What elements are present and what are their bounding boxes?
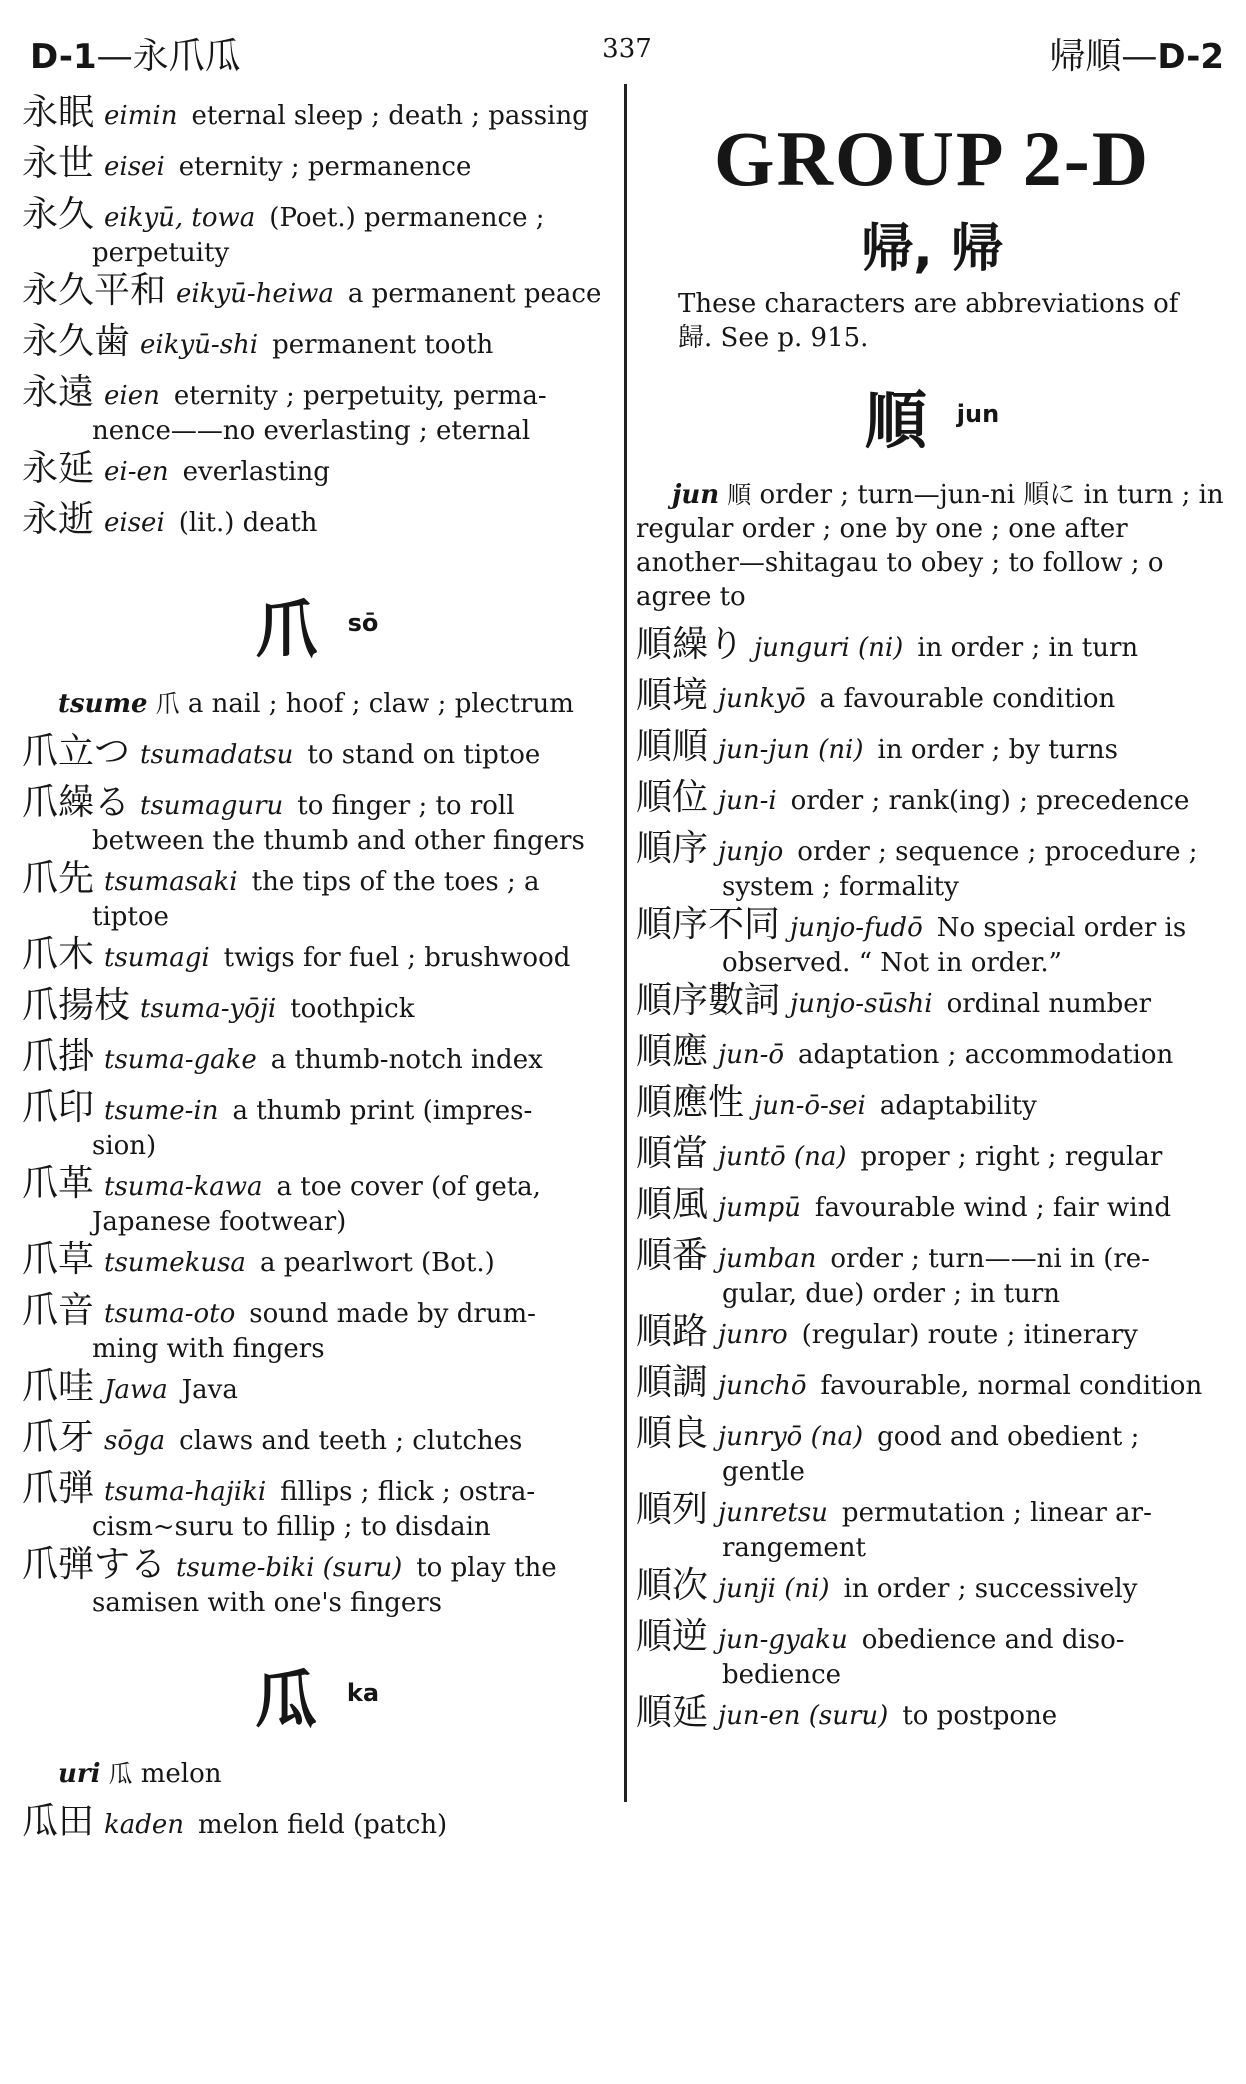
dictionary-entry: [636, 1616, 1228, 1692]
dictionary-entry: [636, 1082, 1228, 1133]
entry-romaji: jun-ō: [718, 1040, 785, 1070]
entry-romaji: jumban: [718, 1244, 817, 1274]
entry-kanji: 順逆: [636, 1616, 709, 1657]
entry-continuation: cism~suru to fillip ; to disdain: [92, 1512, 491, 1542]
entry-line: [636, 1692, 1228, 1734]
entry-gloss: twigs for fuel ; brushwood: [223, 943, 571, 973]
section-reading: ka: [346, 1679, 380, 1707]
dictionary-entry: [22, 1036, 612, 1087]
entry-gloss: (regular) route ; itinerary: [801, 1320, 1138, 1350]
section-reading: jun: [956, 400, 1000, 428]
entry-romaji: tsuma-gake: [104, 1045, 257, 1075]
dictionary-entry: [22, 985, 612, 1036]
entry-romaji: eien: [104, 381, 160, 411]
entry-list-ei: [22, 92, 612, 550]
dictionary-entry: [22, 372, 612, 448]
entry-line: [22, 372, 612, 414]
entry-gloss: in order ; successively: [843, 1574, 1138, 1604]
dictionary-entry: [22, 321, 612, 372]
entry-gloss: the tips of the toes ; a: [251, 867, 540, 897]
entry-kanji: 順順: [636, 726, 709, 767]
entry-line: [636, 1031, 1228, 1073]
entry-gloss: toothpick: [290, 994, 415, 1024]
dictionary-entry: [636, 980, 1228, 1031]
entry-romaji: tsumagi: [104, 943, 210, 973]
entry-romaji: ei-en: [104, 457, 169, 487]
entry-gloss: a toe cover (of geta,: [276, 1172, 541, 1202]
entry-gloss: a thumb-notch index: [270, 1045, 543, 1075]
group-characters: 帰, 帰: [861, 219, 1003, 279]
dictionary-entry: [636, 624, 1228, 675]
section-char: 爪: [255, 593, 318, 666]
entry-romaji: kaden: [104, 1810, 185, 1840]
entry-continuation: Japanese footwear): [92, 1207, 347, 1237]
entry-romaji: tsuma-yōji: [140, 994, 277, 1024]
entry-gloss: favourable wind ; fair wind: [814, 1193, 1171, 1223]
entry-kanji: 順次: [636, 1565, 709, 1606]
entry-gloss: Java: [181, 1375, 238, 1405]
entry-gloss: eternal sleep ; death ; passing: [191, 101, 589, 131]
entry-kanji: 爪揚枝: [22, 985, 131, 1026]
entry-romaji: eisei: [104, 508, 165, 538]
entry-line: [22, 985, 612, 1027]
dictionary-entry: [636, 1692, 1228, 1743]
entry-romaji: eikyū-heiwa: [176, 279, 334, 309]
dictionary-entry: [22, 1239, 612, 1290]
entry-romaji: junji (ni): [718, 1574, 830, 1604]
entry-gloss: order ; sequence ; procedure ;: [797, 837, 1198, 867]
entry-kanji: 爪先: [22, 858, 95, 899]
entry-line: [22, 1801, 612, 1843]
header-left-code: D-1: [30, 37, 97, 77]
dictionary-entry: [22, 1290, 612, 1366]
entry-line: [22, 1087, 612, 1129]
entry-list-tsume: [22, 731, 612, 1620]
entry-romaji: eikyū-shi: [140, 330, 259, 360]
dictionary-entry: [636, 1235, 1228, 1311]
entry-gloss: a thumb print (impres-: [232, 1096, 533, 1126]
header-left-chars: —永爪瓜: [96, 36, 241, 77]
entry-list-uri: [22, 1801, 612, 1852]
section-reading: sō: [347, 609, 379, 637]
group-note: These characters are abbreviations of 歸. See p. 915.: [678, 289, 1179, 353]
entry-romaji: jun-en (suru): [718, 1701, 889, 1731]
entry-gloss: order ; rank(ing) ; precedence: [790, 786, 1190, 816]
entry-romaji: jun-ō-sei: [754, 1091, 866, 1121]
entry-line: [636, 726, 1228, 768]
entry-kanji: 爪哇: [22, 1366, 95, 1407]
entry-gloss: No special order is: [936, 913, 1187, 943]
section-char: 順: [864, 384, 927, 457]
entry-continuation: between the thumb and other fingers: [92, 826, 585, 856]
entry-romaji: junro: [718, 1320, 788, 1350]
entry-line: [22, 270, 612, 312]
dictionary-entry: [636, 1413, 1228, 1489]
section-heading-jun: [636, 371, 1228, 460]
entry-romaji: junjo: [718, 837, 784, 867]
entry-gloss: melon field (patch): [198, 1810, 448, 1840]
entry-kanji: 順列: [636, 1489, 709, 1530]
entry-gloss: a permanent peace: [347, 279, 602, 309]
header-right: [1049, 28, 1224, 79]
group-title: GROUP 2-D: [713, 115, 1151, 202]
entry-kanji: 順序數詞: [636, 980, 781, 1021]
header-right-code: D-2: [1157, 37, 1224, 77]
definition-text: a nail ; hoof ; claw ; plectrum: [187, 689, 574, 719]
entry-kanji: 永遠: [22, 372, 95, 413]
entry-continuation: tiptoe: [92, 902, 169, 932]
section-heading-so: [22, 580, 612, 669]
entry-romaji: jun-i: [718, 786, 777, 816]
dictionary-entry: [636, 1362, 1228, 1413]
definition-inline-kanji: 爪: [155, 690, 180, 718]
entry-kanji: 順良: [636, 1413, 709, 1454]
entry-gloss: to finger ; to roll: [297, 791, 515, 821]
section-heading-ka: [22, 1650, 612, 1739]
entry-line: [636, 1616, 1228, 1658]
entry-romaji: eisei: [104, 152, 165, 182]
entry-gloss: everlasting: [182, 457, 330, 487]
entry-kanji: 永久平和: [22, 270, 167, 311]
dictionary-entry: [22, 934, 612, 985]
entry-kanji: 爪革: [22, 1163, 95, 1204]
entry-kanji: 永久歯: [22, 321, 131, 362]
definition-inline-kanji: 順: [727, 481, 752, 509]
entry-gloss: order ; turn——ni in (re-: [830, 1244, 1150, 1274]
entry-continuation: rangement: [722, 1533, 866, 1563]
entry-kanji: 爪印: [22, 1087, 95, 1128]
entry-gloss: (Poet.) permanence ;: [269, 203, 545, 233]
entry-gloss: fillips ; flick ; ostra-: [280, 1477, 536, 1507]
entry-gloss: ordinal number: [946, 989, 1152, 1019]
entry-kanji: 永久: [22, 194, 95, 235]
entry-gloss: adaptation ; accommodation: [798, 1040, 1174, 1070]
entry-kanji: 瓜田: [22, 1801, 95, 1842]
definition-headword: uri: [58, 1759, 101, 1789]
dictionary-entry: [636, 675, 1228, 726]
entry-gloss: a favourable condition: [819, 684, 1116, 714]
entry-line: [636, 1362, 1228, 1404]
entry-line: [636, 1082, 1228, 1124]
entry-gloss: claws and teeth ; clutches: [179, 1426, 523, 1456]
entry-continuation: observed. “ Not in order.”: [722, 948, 1062, 978]
entry-line: [22, 448, 612, 490]
entry-gloss: obedience and diso-: [861, 1625, 1125, 1655]
entry-continuation: gentle: [722, 1457, 805, 1487]
dictionary-entry: [22, 499, 612, 550]
entry-kanji: 永延: [22, 448, 95, 489]
entry-line: [22, 1239, 612, 1281]
entry-line: [22, 1036, 612, 1078]
entry-kanji: 順繰り: [636, 624, 745, 665]
dictionary-entry: [636, 904, 1228, 980]
entry-romaji: junchō: [718, 1371, 807, 1401]
entry-kanji: 爪牙: [22, 1417, 95, 1458]
entry-kanji: 順番: [636, 1235, 709, 1276]
entry-line: [22, 194, 612, 236]
entry-kanji: 爪音: [22, 1290, 95, 1331]
definition-uri: [22, 1757, 612, 1791]
dictionary-entry: [636, 1311, 1228, 1362]
entry-romaji: junjo-fudō: [790, 913, 923, 943]
entry-gloss: in order ; by turns: [877, 735, 1118, 765]
entry-romaji: tsumasaki: [104, 867, 238, 897]
entry-kanji: 順路: [636, 1311, 709, 1352]
entry-gloss: sound made by drum-: [249, 1299, 536, 1329]
entry-line: [22, 1544, 612, 1586]
entry-line: [22, 92, 612, 134]
dictionary-entry: [22, 1417, 612, 1468]
dictionary-entry: [636, 1133, 1228, 1184]
definition-text: melon: [140, 1759, 222, 1789]
entry-kanji: 順境: [636, 675, 709, 716]
entry-line: [636, 828, 1228, 870]
entry-kanji: 順序不同: [636, 904, 781, 945]
entry-kanji: 爪掛: [22, 1036, 95, 1077]
dictionary-entry: [22, 1087, 612, 1163]
dictionary-entry: [636, 777, 1228, 828]
entry-kanji: 順延: [636, 1692, 709, 1733]
header-right-chars: 帰順—: [1049, 36, 1158, 77]
entry-gloss: to stand on tiptoe: [307, 740, 541, 770]
entry-kanji: 爪弾: [22, 1468, 95, 1509]
entry-continuation: ming with fingers: [92, 1334, 325, 1364]
entry-gloss: to play the: [416, 1553, 557, 1583]
definition-inline-kanji: 瓜: [108, 1760, 133, 1788]
entry-line: [636, 904, 1228, 946]
entry-line: [636, 777, 1228, 819]
entry-romaji: jumpū: [718, 1193, 801, 1223]
entry-romaji: eikyū, towa: [104, 203, 256, 233]
entry-romaji: Jawa: [104, 1375, 168, 1405]
column-divider: [624, 84, 627, 1802]
entry-line: [22, 1366, 612, 1408]
dictionary-entry: [636, 828, 1228, 904]
entry-kanji: 爪草: [22, 1239, 95, 1280]
entry-kanji: 順當: [636, 1133, 709, 1174]
entry-romaji: eimin: [104, 101, 178, 131]
entry-kanji: 順調: [636, 1362, 709, 1403]
entry-romaji: tsuma-hajiki: [104, 1477, 267, 1507]
entry-romaji: junryō (na): [718, 1422, 864, 1452]
entry-gloss: permutation ; linear ar-: [841, 1498, 1152, 1528]
dictionary-entry: [636, 1031, 1228, 1082]
entry-gloss: adaptability: [879, 1091, 1037, 1121]
definition-text: order ; turn—jun-ni 順に in turn ; in regular order ; one by one ; one after another—shitagau to obey ; to follow ; o agree to: [636, 480, 1224, 612]
dictionary-entry: [22, 448, 612, 499]
definition-jun: [636, 478, 1228, 614]
page-number: 337: [602, 34, 652, 64]
entry-romaji: juntō (na): [718, 1142, 847, 1172]
entry-romaji: tsume-in: [104, 1096, 219, 1126]
dictionary-entry: [22, 1468, 612, 1544]
dictionary-entry: [22, 731, 612, 782]
dictionary-entry: [636, 1565, 1228, 1616]
entry-line: [636, 675, 1228, 717]
entry-continuation: samisen with one's fingers: [92, 1588, 443, 1618]
dictionary-entry: [22, 1801, 612, 1852]
entry-line: [22, 731, 612, 773]
entry-line: [22, 143, 612, 185]
definition-tsume: [22, 687, 612, 721]
entry-gloss: good and obedient ;: [877, 1422, 1140, 1452]
entry-line: [22, 1468, 612, 1510]
entry-line: [636, 1413, 1228, 1455]
definition-headword: jun: [672, 480, 720, 510]
entry-gloss: proper ; right ; regular: [860, 1142, 1163, 1172]
entry-line: [22, 1290, 612, 1332]
entry-line: [636, 980, 1228, 1022]
entry-line: [636, 1565, 1228, 1607]
entry-kanji: 順應: [636, 1031, 709, 1072]
entry-kanji: 順風: [636, 1184, 709, 1225]
dictionary-entry: [22, 92, 612, 143]
entry-romaji: sōga: [104, 1426, 166, 1456]
entry-romaji: tsume-biki (suru): [176, 1553, 403, 1583]
page-header: [30, 28, 1224, 84]
entry-kanji: 永眠: [22, 92, 95, 133]
entry-gloss: eternity ; perpetuity, perma-: [173, 381, 547, 411]
entry-kanji: 爪弾する: [22, 1544, 167, 1585]
entry-continuation: bedience: [722, 1660, 842, 1690]
definition-headword: tsume: [58, 689, 148, 719]
entry-romaji: jun-jun (ni): [718, 735, 864, 765]
entry-kanji: 爪木: [22, 934, 95, 975]
entry-gloss: to postpone: [902, 1701, 1058, 1731]
entry-kanji: 爪繰る: [22, 782, 131, 823]
entry-continuation: perpetuity: [92, 238, 230, 268]
entry-kanji: 順位: [636, 777, 709, 818]
right-column: [636, 92, 1228, 1743]
entry-line: [22, 1417, 612, 1459]
dictionary-entry: [22, 1544, 612, 1620]
entry-romaji: junretsu: [718, 1498, 828, 1528]
left-column: [22, 92, 612, 1852]
entry-continuation: system ; formality: [722, 872, 959, 902]
entry-line: [636, 1133, 1228, 1175]
entry-line: [22, 858, 612, 900]
entry-line: [22, 321, 612, 363]
entry-gloss: (lit.) death: [178, 508, 318, 538]
dictionary-entry: [636, 1184, 1228, 1235]
entry-romaji: tsumekusa: [104, 1248, 246, 1278]
entry-gloss: a pearlwort (Bot.): [259, 1248, 495, 1278]
dictionary-entry: [22, 1163, 612, 1239]
dictionary-entry: [636, 726, 1228, 777]
entry-romaji: tsumaguru: [140, 791, 284, 821]
entry-kanji: 永逝: [22, 499, 95, 540]
entry-kanji: 順序: [636, 828, 709, 869]
entry-line: [636, 1489, 1228, 1531]
entry-romaji: tsumadatsu: [140, 740, 294, 770]
entry-gloss: eternity ; permanence: [178, 152, 472, 182]
entry-continuation: nence——no everlasting ; eternal: [92, 416, 531, 446]
entry-kanji: 爪立つ: [22, 731, 131, 772]
entry-romaji: tsuma-oto: [104, 1299, 236, 1329]
entry-line: [22, 1163, 612, 1205]
entry-kanji: 永世: [22, 143, 95, 184]
dictionary-entry: [22, 1366, 612, 1417]
entry-line: [636, 1311, 1228, 1353]
entry-line: [636, 1235, 1228, 1277]
dictionary-entry: [22, 270, 612, 321]
entry-line: [22, 782, 612, 824]
entry-line: [636, 624, 1228, 666]
section-char: 瓜: [254, 1663, 317, 1736]
entry-continuation: gular, due) order ; in turn: [722, 1279, 1061, 1309]
entry-romaji: tsuma-kawa: [104, 1172, 263, 1202]
dictionary-entry: [22, 194, 612, 270]
entry-kanji: 順應性: [636, 1082, 745, 1123]
entry-romaji: junguri (ni): [754, 633, 904, 663]
entry-gloss: in order ; in turn: [917, 633, 1139, 663]
entry-continuation: sion): [92, 1131, 157, 1161]
dictionary-entry: [22, 782, 612, 858]
entry-romaji: jun-gyaku: [718, 1625, 848, 1655]
entry-gloss: favourable, normal condition: [820, 1371, 1203, 1401]
dictionary-entry: [636, 1489, 1228, 1565]
dictionary-entry: [22, 143, 612, 194]
entry-line: [22, 934, 612, 976]
dictionary-entry: [22, 858, 612, 934]
entry-list-jun: [636, 624, 1228, 1743]
entry-romaji: junjo-sūshi: [790, 989, 933, 1019]
entry-line: [636, 1184, 1228, 1226]
entry-romaji: junkyō: [718, 684, 806, 714]
entry-gloss: permanent tooth: [272, 330, 494, 360]
entry-line: [22, 499, 612, 541]
